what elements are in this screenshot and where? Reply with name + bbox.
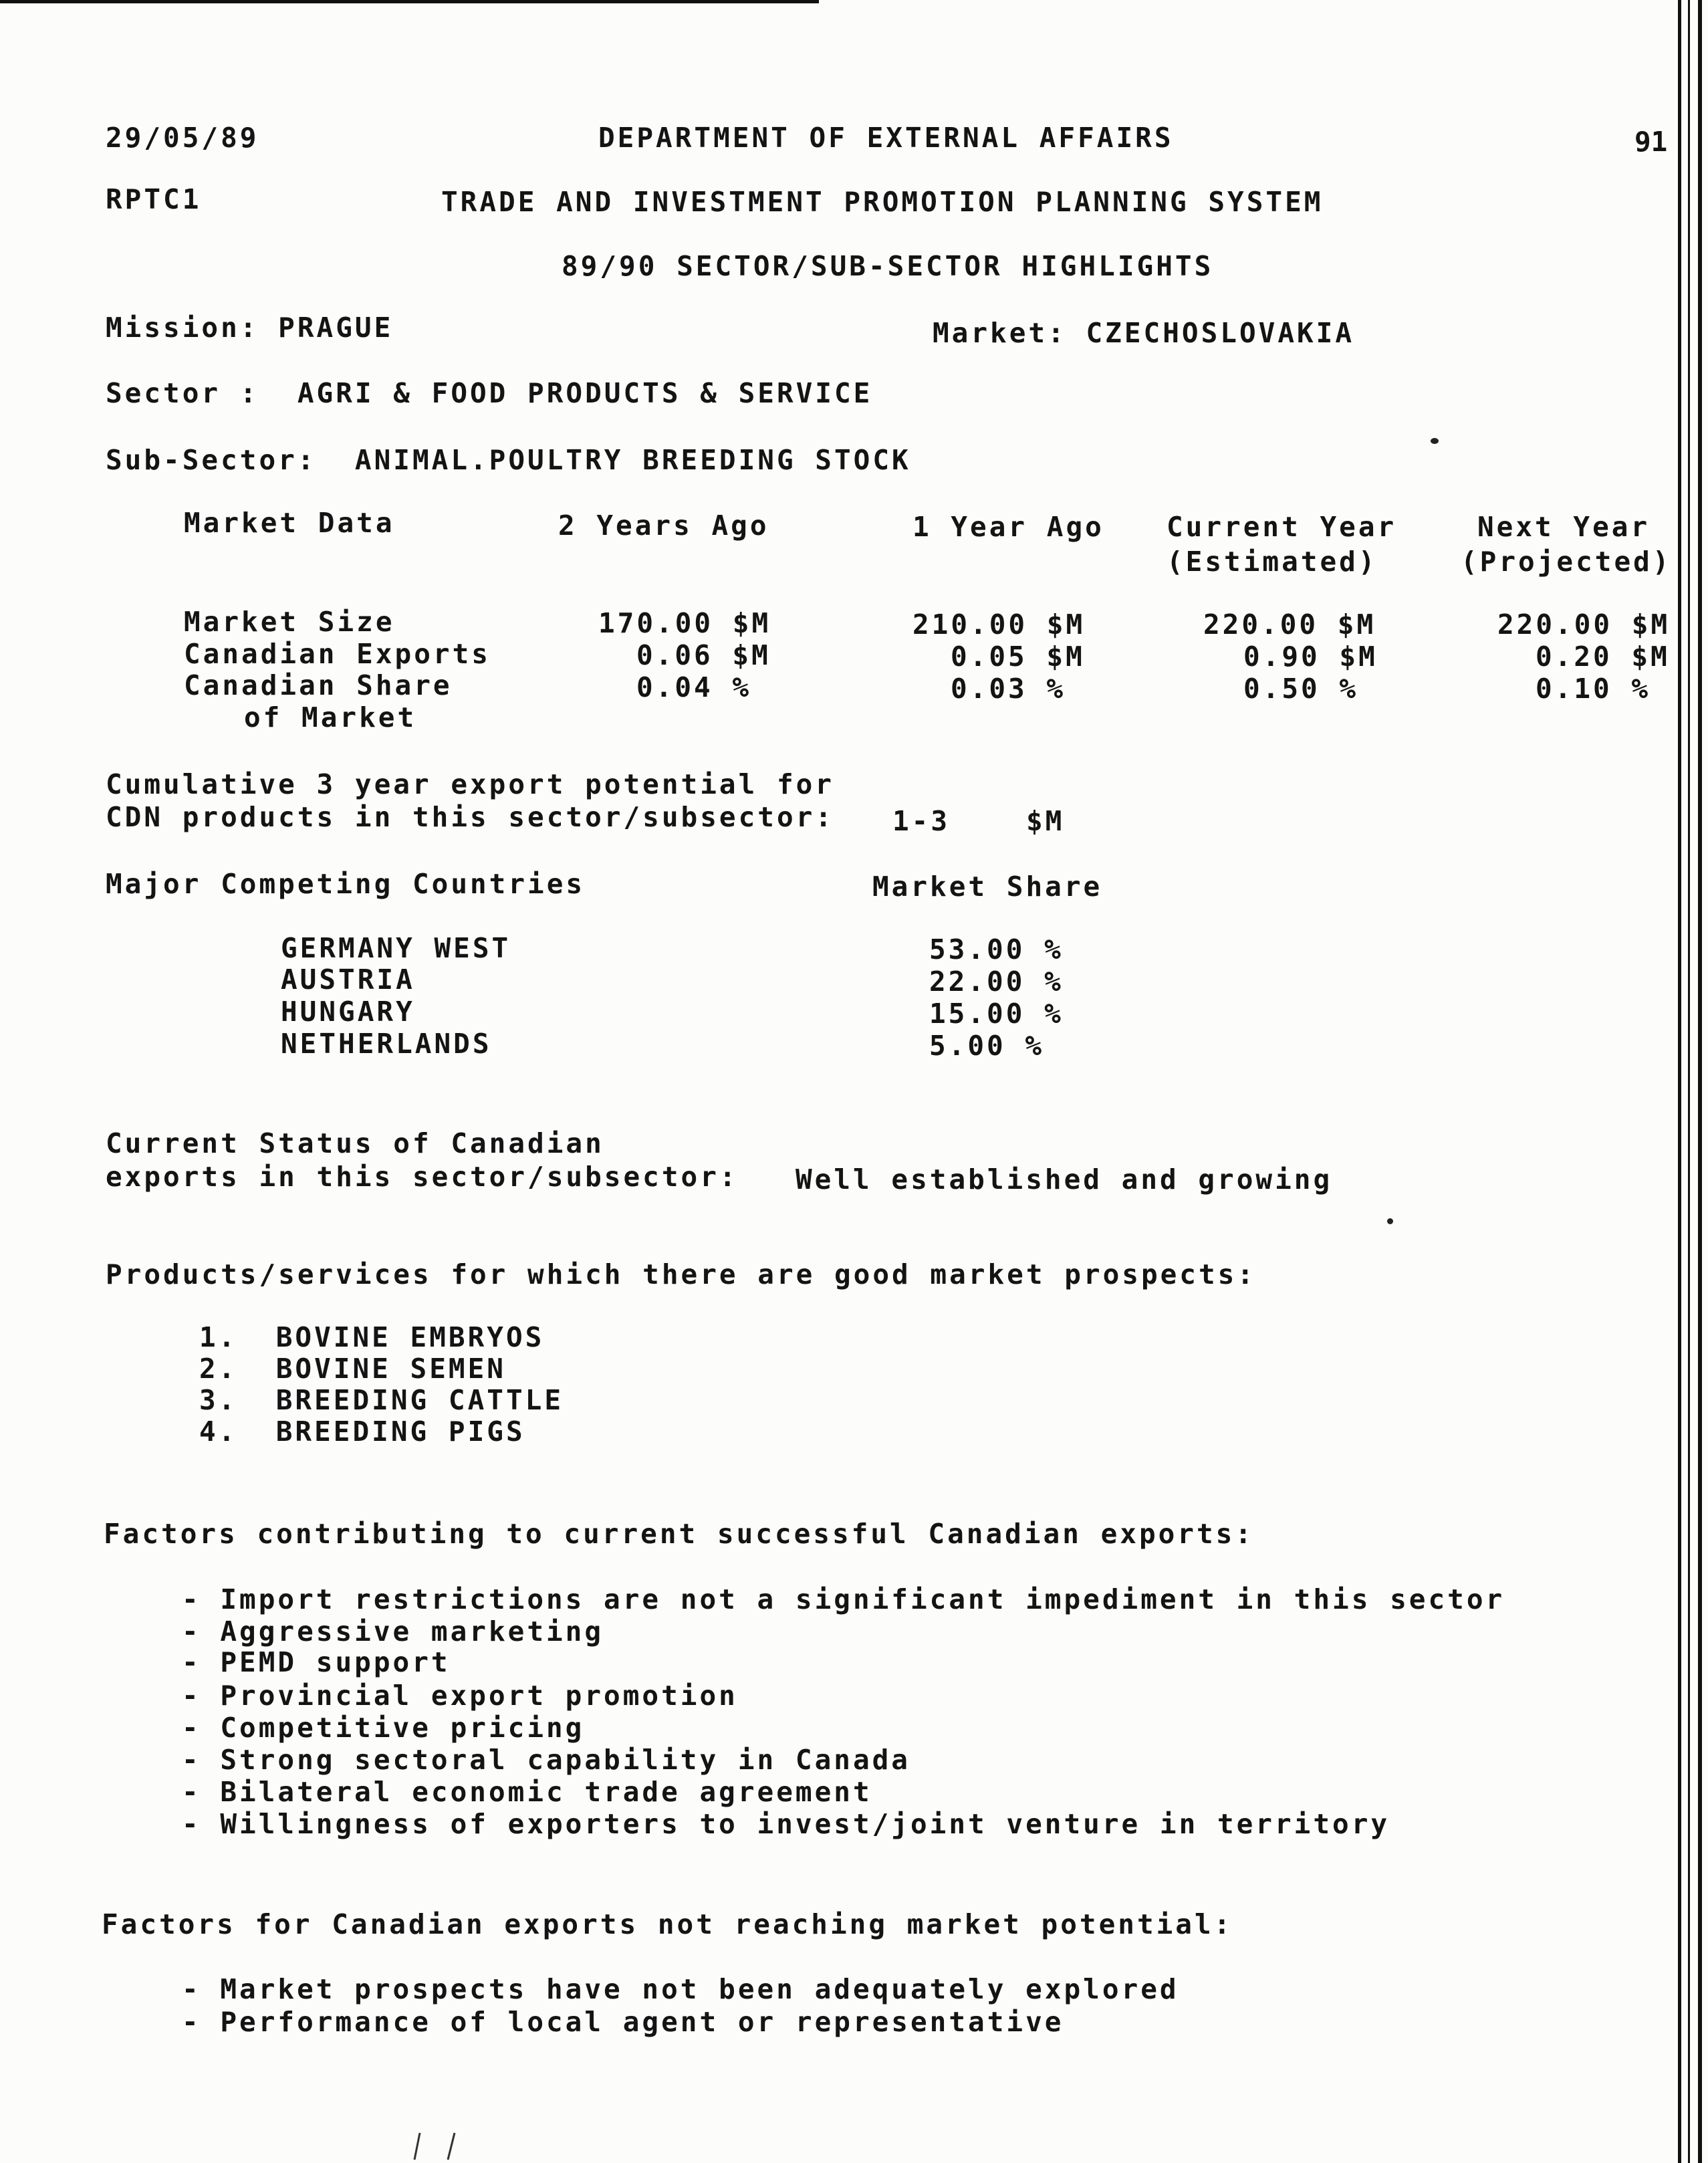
cell-exports-current: 0.90 $M: [1243, 641, 1378, 673]
product-item: 3. BREEDING CATTLE: [199, 1384, 564, 1416]
competitors-heading: Major Competing Countries: [106, 868, 586, 900]
barrier-factors-heading: Factors for Canadian exports not reaching market potential:: [102, 1908, 1233, 1940]
table-header-current-year: Current Year: [1167, 511, 1397, 543]
row-label-of-market: of Market: [244, 701, 417, 733]
success-factor-item: - PEMD support: [182, 1646, 451, 1678]
products-heading: Products/services for which there are good market prospects:: [106, 1258, 1257, 1290]
scan-border-right-outer: [1698, 0, 1702, 2163]
table-header-market-data: Market Data: [184, 507, 395, 539]
success-factor-item: - Aggressive marketing: [182, 1615, 604, 1647]
scan-border-right: [1678, 0, 1681, 2163]
potential-line-1: Cumulative 3 year export potential for: [106, 768, 834, 800]
status-line-1: Current Status of Canadian: [106, 1127, 604, 1159]
cell-share-2y: 0.04 %: [636, 671, 752, 703]
scan-speck: [1431, 438, 1439, 444]
cell-exports-1y: 0.05 $M: [951, 641, 1085, 673]
department-title: DEPARTMENT OF EXTERNAL AFFAIRS: [598, 122, 1174, 154]
table-header-2-years-ago: 2 Years Ago: [558, 509, 769, 542]
competitor-country: NETHERLANDS: [281, 1028, 492, 1060]
potential-line-2: CDN products in this sector/subsector:: [106, 801, 834, 833]
system-title: TRADE AND INVESTMENT PROMOTION PLANNING SYSTEM: [441, 186, 1324, 218]
cell-share-current: 0.50 %: [1243, 673, 1359, 705]
product-item: 4. BREEDING PIGS: [199, 1415, 525, 1448]
cell-market-size-1y: 210.00 $M: [912, 608, 1086, 641]
product-item: 2. BOVINE SEMEN: [199, 1353, 506, 1385]
status-value: Well established and growing: [796, 1163, 1333, 1196]
cell-exports-next: 0.20 $M: [1536, 641, 1670, 673]
cell-share-1y: 0.03 %: [951, 673, 1066, 705]
row-label-canadian-share: Canadian Share: [184, 669, 453, 701]
table-header-1-year-ago: 1 Year Ago: [912, 511, 1104, 543]
competitor-share: 22.00 %: [929, 965, 1064, 998]
report-date: 29/05/89: [106, 122, 259, 154]
potential-unit: $M: [1026, 805, 1065, 837]
market-share-heading: Market Share: [872, 871, 1103, 903]
table-subheader-estimated: (Estimated): [1167, 546, 1378, 578]
report-title: 89/90 SECTOR/SUB-SECTOR HIGHLIGHTS: [562, 250, 1214, 282]
market: Market: CZECHOSLOVAKIA: [933, 317, 1355, 349]
report-code: RPTC1: [106, 183, 202, 215]
sub-sector: Sub-Sector: ANIMAL.POULTRY BREEDING STOCK: [106, 444, 911, 476]
scan-border-top: [0, 0, 819, 3]
success-factor-item: - Bilateral economic trade agreement: [182, 1776, 872, 1808]
potential-range: 1-3: [892, 805, 951, 837]
success-factors-heading: Factors contributing to current successful Canadian exports:: [104, 1518, 1255, 1550]
table-header-next-year: Next Year: [1477, 511, 1651, 543]
competitor-country: HUNGARY: [281, 996, 415, 1028]
cell-market-size-current: 220.00 $M: [1203, 608, 1376, 641]
cell-share-next: 0.10 %: [1536, 673, 1651, 705]
page-number: 91: [1634, 126, 1668, 158]
success-factor-item: - Willingness of exporters to invest/joint venture in territory: [182, 1808, 1390, 1840]
scan-border-right-inner: [1688, 0, 1690, 2163]
success-factor-item: - Provincial export promotion: [182, 1680, 738, 1712]
pencil-mark: [401, 2130, 481, 2163]
sector: Sector : AGRI & FOOD PRODUCTS & SERVICE: [106, 377, 873, 409]
table-subheader-projected: (Projected): [1461, 546, 1672, 578]
status-line-2: exports in this sector/subsector:: [106, 1161, 739, 1193]
success-factor-item: - Import restrictions are not a significant impediment in this sector: [182, 1583, 1505, 1615]
competitor-share: 5.00 %: [929, 1030, 1045, 1062]
row-label-canadian-exports: Canadian Exports: [184, 638, 491, 670]
product-item: 1. BOVINE EMBRYOS: [199, 1321, 545, 1353]
cell-market-size-2y: 170.00 $M: [598, 607, 771, 639]
barrier-factor-item: - Performance of local agent or representative: [182, 2006, 1064, 2038]
row-label-market-size: Market Size: [184, 606, 395, 638]
competitor-share: 53.00 %: [929, 933, 1064, 965]
competitor-country: GERMANY WEST: [281, 932, 511, 964]
cell-market-size-next: 220.00 $M: [1497, 608, 1671, 641]
success-factor-item: - Strong sectoral capability in Canada: [182, 1744, 910, 1776]
competitor-country: AUSTRIA: [281, 963, 415, 996]
barrier-factor-item: - Market prospects have not been adequately explored: [182, 1973, 1179, 2005]
cell-exports-2y: 0.06 $M: [636, 639, 771, 671]
mission: Mission: PRAGUE: [106, 312, 394, 344]
scan-speck: [1387, 1218, 1393, 1224]
competitor-share: 15.00 %: [929, 998, 1064, 1030]
success-factor-item: - Competitive pricing: [182, 1712, 585, 1744]
